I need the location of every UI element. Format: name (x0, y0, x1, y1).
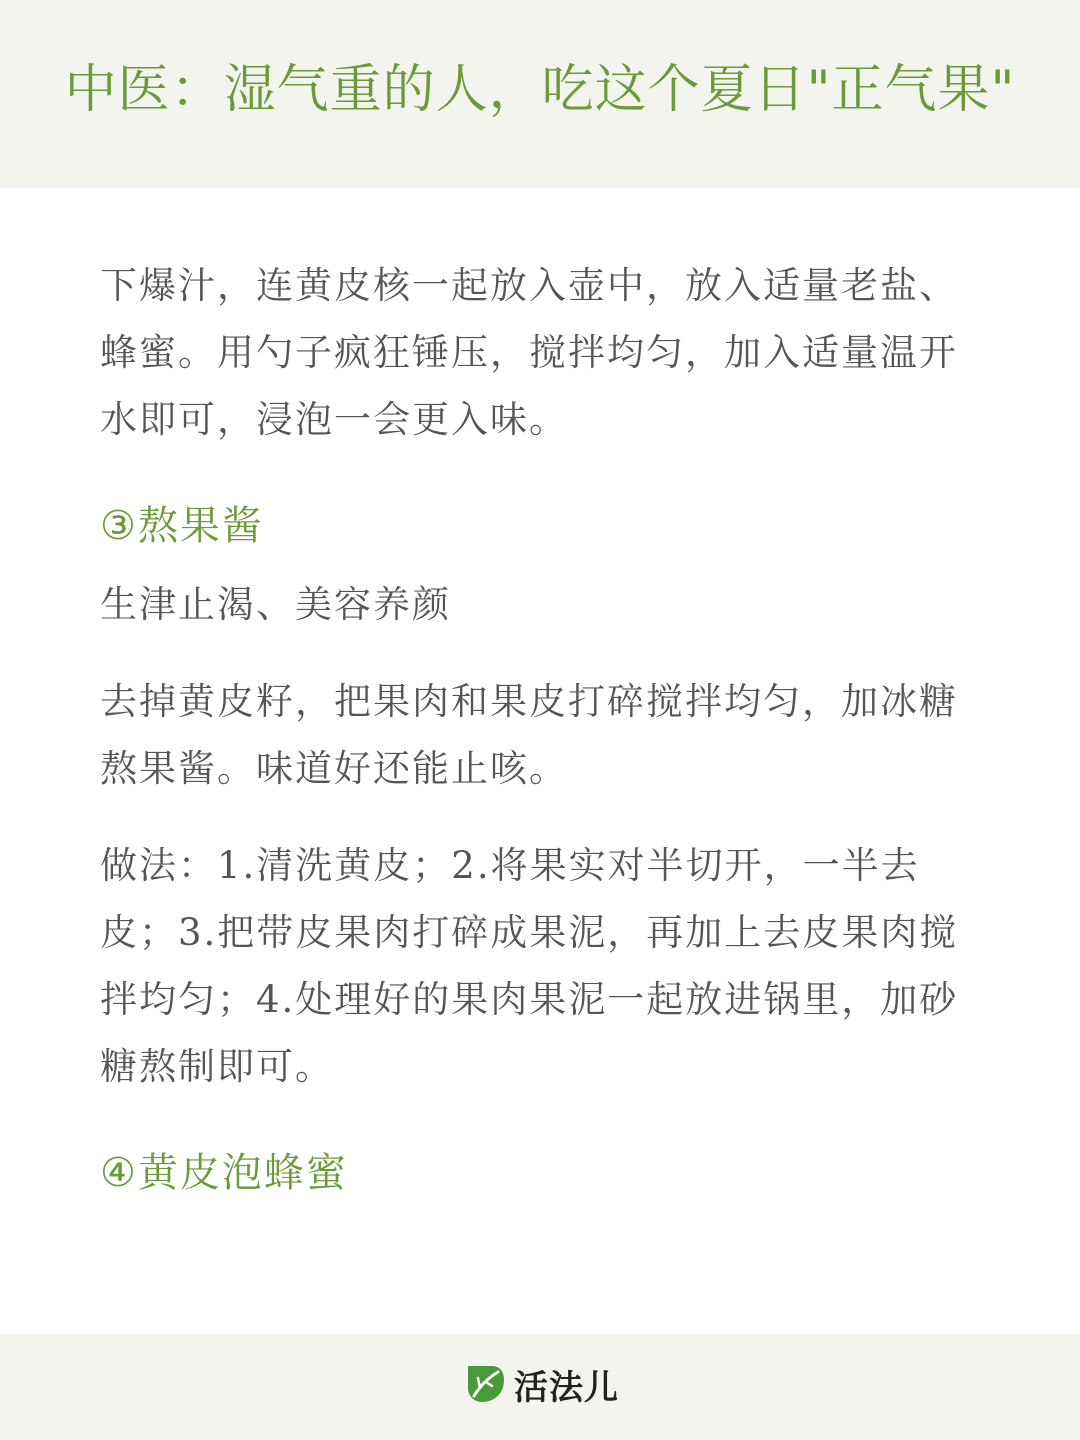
green-leaf-icon (462, 1360, 510, 1408)
section-4-heading: ④黄皮泡蜂蜜 (100, 1150, 348, 1196)
brand-name: 活法儿 (514, 1367, 619, 1408)
article-body (100, 252, 980, 1207)
header-band (0, 0, 1080, 188)
brand (462, 1359, 619, 1409)
section-3-effect: 生津止渴、美容养颜 (100, 583, 451, 626)
article-title: 中医：湿气重的人，吃这个夏日"正气果" (64, 60, 1016, 120)
footer-band (0, 1334, 1080, 1440)
section-3-heading: ③熬果酱 (100, 503, 264, 549)
section-3-method: 做法：1.清洗黄皮；2.将果实对半切开，一半去皮；3.把带皮果肉打碎成果泥，再加上去皮果肉搅拌均匀；4.处理好的果肉果泥一起放进锅里，加砂糖熬制即可。 (100, 844, 959, 1088)
paragraph-intro: 下爆汁，连黄皮核一起放入壶中，放入适量老盐、蜂蜜。用勺子疯狂锤压，搅拌均匀，加入适量温开水即可，浸泡一会更入味。 (100, 264, 958, 441)
section-3-description: 去掉黄皮籽，把果肉和果皮打碎搅拌均匀，加冰糖熬果酱。味道好还能止咳。 (100, 680, 958, 790)
